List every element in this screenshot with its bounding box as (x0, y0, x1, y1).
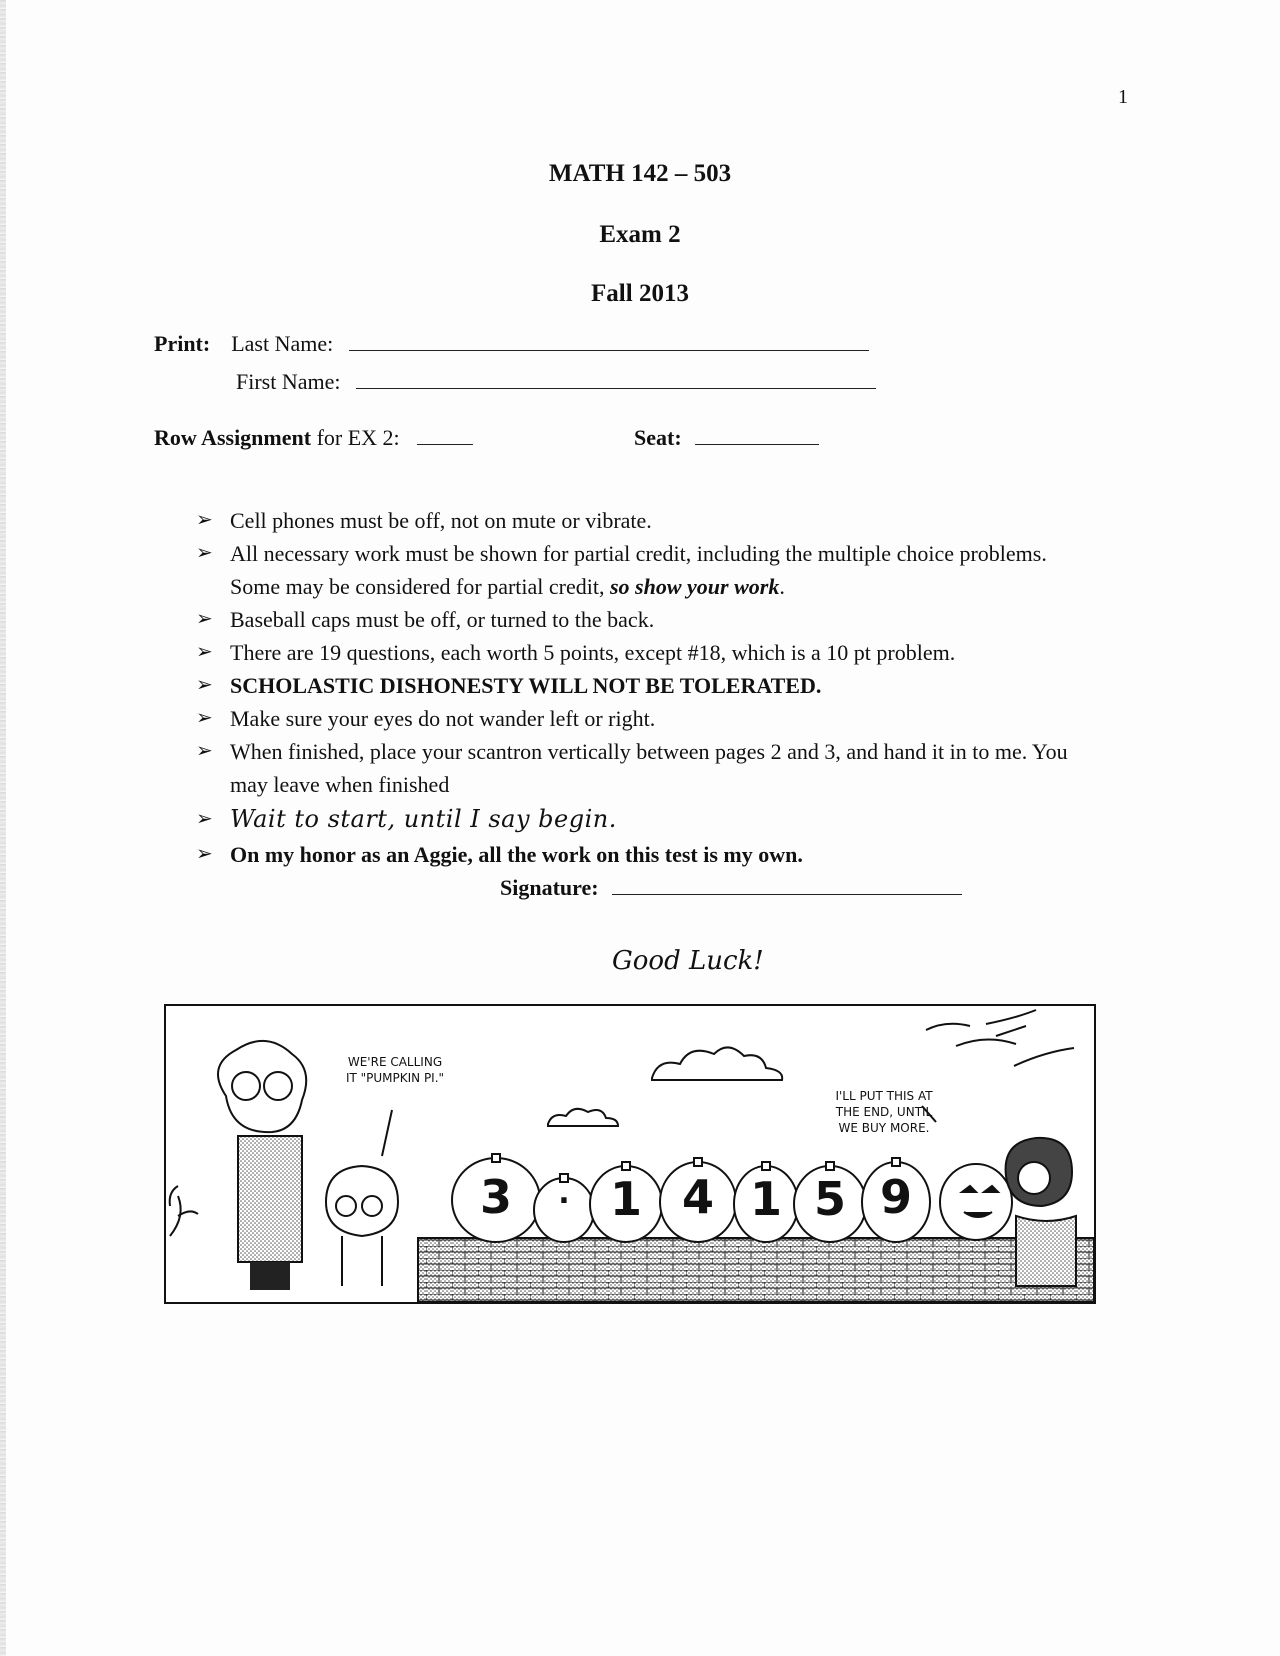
rule-item (196, 537, 1096, 603)
rule-item (196, 669, 1096, 702)
arrow-bullet-icon: ➢ (196, 509, 213, 531)
signature-row (500, 874, 962, 901)
rule-text: When finished, place your scantron vertically between pages 2 and 3, and hand it in to me. You may leave when finished (230, 739, 1068, 797)
rule-item (196, 803, 1096, 836)
print-label: Print: (154, 331, 211, 356)
pumpkin-digit: 3 (479, 1170, 512, 1224)
last-name-label: Last Name: (231, 331, 334, 356)
first-name-row (236, 368, 876, 395)
comic-bubble-right: I'LL PUT THIS AT THE END, UNTIL WE BUY MORE. (835, 1089, 933, 1135)
row-assignment-label: Row Assignment (154, 425, 312, 450)
rule-emphasis: so show your work (609, 574, 780, 599)
rule-item (196, 603, 1096, 636)
seat-row (634, 424, 819, 451)
course-title: MATH 142 – 503 (548, 160, 732, 187)
rule-text: All necessary work must be shown for partial credit, including the multiple choice problems. Some may be considered for partial credit, (230, 541, 1047, 599)
pumpkin-digit: . (558, 1176, 570, 1211)
rule-item (196, 636, 1096, 669)
comic-bubble-left: WE'RE CALLING IT "PUMPKIN PI." (345, 1055, 445, 1085)
rule-text: Baseball caps must be off, or turned to the back. (230, 607, 655, 632)
rule-text: Cell phones must be off, not on mute or vibrate. (230, 508, 652, 533)
rule-item (196, 735, 1096, 801)
pumpkin-digit: 1 (609, 1172, 642, 1226)
arrow-bullet-icon: ➢ (196, 674, 213, 696)
arrow-bullet-icon: ➢ (196, 542, 213, 564)
seat-field[interactable] (695, 424, 819, 445)
signature-field[interactable] (612, 874, 962, 895)
seat-label: Seat: (634, 425, 682, 450)
rule-text: On my honor as an Aggie, all the work on this test is my own. (230, 842, 803, 867)
pumpkin-digit: 1 (749, 1172, 782, 1226)
rule-item (196, 504, 1096, 537)
row-assignment-suffix: for EX 2: (311, 425, 400, 450)
arrow-bullet-icon: ➢ (196, 843, 213, 865)
first-name-label: First Name: (236, 369, 341, 394)
last-name-row (154, 330, 869, 357)
arrow-bullet-icon: ➢ (196, 641, 213, 663)
pumpkin-digit: 9 (879, 1170, 912, 1224)
pumpkin-digit: 4 (681, 1170, 714, 1224)
arrow-bullet-icon: ➢ (196, 608, 213, 630)
exam-rules-list (196, 504, 1096, 871)
arrow-bullet-icon: ➢ (196, 808, 213, 830)
term-title: Fall 2013 (591, 280, 689, 307)
comic-illustration (166, 1006, 1094, 1302)
rule-tail: . (779, 574, 785, 599)
row-assignment-field[interactable] (417, 424, 473, 445)
good-luck-text: Good Luck! (612, 946, 764, 976)
arrow-bullet-icon: ➢ (196, 740, 213, 762)
row-assignment-row (154, 424, 473, 451)
page-number: 1 (1118, 86, 1128, 108)
signature-label: Signature: (500, 875, 599, 900)
arrow-bullet-icon: ➢ (196, 707, 213, 729)
pumpkin-pi-comic (164, 1004, 1096, 1304)
rule-item (196, 838, 1096, 871)
rule-text: Make sure your eyes do not wander left or right. (230, 706, 656, 731)
rule-text: SCHOLASTIC DISHONESTY WILL NOT BE TOLERATED. (230, 673, 822, 698)
first-name-field[interactable] (356, 368, 876, 389)
last-name-field[interactable] (349, 330, 869, 351)
pumpkin-digit: 5 (813, 1172, 846, 1226)
rule-item (196, 702, 1096, 735)
exam-title: Exam 2 (599, 221, 681, 248)
rule-text: There are 19 questions, each worth 5 points, except #18, which is a 10 pt problem. (230, 640, 956, 665)
rule-text: Wait to start, until I say begin. (230, 805, 617, 833)
